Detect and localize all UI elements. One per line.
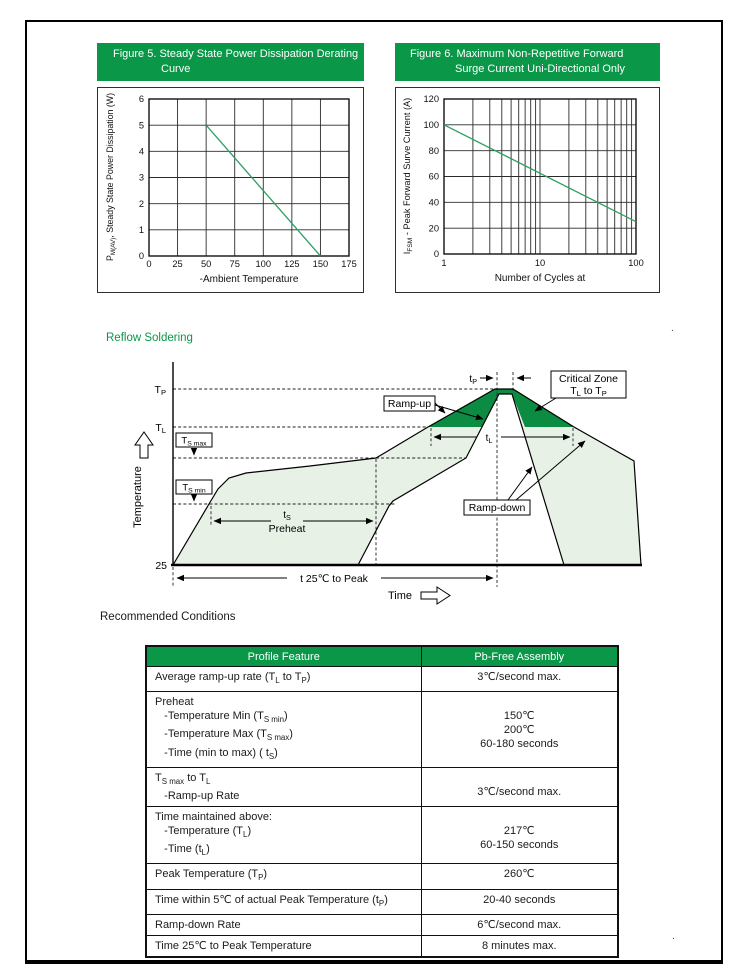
fig5-tick-labels [139,94,357,269]
feature-line: -Ramp-up Rate [155,789,240,802]
critical-zone-label-line1: Critical Zone [559,373,618,385]
fig6-y-tick: 80 [428,145,439,156]
fig5-x-tick: 100 [255,259,272,269]
figure5-title-line2: Curve [161,63,191,75]
table-row [146,667,618,692]
figure5-title-bar [97,43,364,81]
value-line: 260℃ [503,868,535,881]
table-row [146,692,618,768]
column-header-pbfree-assembly: Pb-Free Assembly [421,646,618,667]
feature-line: $T_{S max}$ to $T_L$ [155,771,211,786]
feature-line: -Temperature Max $(T_{S max})$ [155,728,293,743]
fig5-x-tick: 25 [172,259,183,269]
reflow-soldering-heading: Reflow Soldering [106,332,193,344]
profile-feature-cell [146,806,421,863]
scan-artifact-dot: . [672,931,675,942]
fig6-y-tick: 40 [428,197,439,208]
tp-time-label: $t_P$ [469,374,477,386]
profile-feature-cell [146,889,421,914]
value-line: 217℃ [503,824,535,837]
figure6-chart-box [395,87,660,293]
assembly-value-cell [421,889,618,914]
figure5-title-line1: Figure 5. Steady State Power Dissipation Derating [113,48,359,60]
table-row [146,889,618,914]
value-line: 150℃ [503,710,535,723]
fig6-x-tick: 10 [534,258,546,268]
value-line: 6℃/second max. [477,918,562,931]
fig5-y-tick: 0 [138,251,144,262]
preheat-label: Preheat [268,523,306,535]
profile-feature-cell [146,667,421,692]
ramp-up-label: Ramp-up [387,398,432,410]
feature-line: Average ramp-up rate ($T_L$ to $T_P$) [155,671,311,686]
assembly-value-cell [421,767,618,806]
profile-feature-cell [146,935,421,957]
feature-line: -Temperature $(T_L)$ [155,824,252,840]
table-row [146,914,618,935]
fig5-x-axis-title: -Ambient Temperature [199,274,299,285]
fig6-x-axis-title: Number of Cycles at [494,273,586,284]
fig6-y-axis-title: $I_{FSM}$ - Peak Forward Surve Current (A) [402,97,414,255]
tsmax-label: $T_{S max}$ [181,435,207,448]
origin-25-label: 25 [155,560,167,572]
ts-time-label: $t_S$ [283,510,291,522]
fig6-y-tick: 100 [423,120,439,131]
fig5-x-tick: 75 [229,259,240,269]
fig5-y-tick: 6 [138,94,144,105]
fig6-x-tick: 1 [441,258,447,268]
assembly-value-cell [421,914,618,935]
value-line [424,810,616,824]
figure5-chart [98,88,363,292]
feature-line: Time maintained above: [155,810,272,823]
feature-line: Ramp-down Rate [155,918,241,931]
fig5-gridlines [149,99,349,256]
feature-line: Time within 5℃ of actual Peak Temperature $(t_P)$ [155,893,388,908]
figure5-chart-box [97,87,364,293]
fig6-y-tick: 20 [428,223,439,234]
fig5-y-tick: 2 [138,198,144,209]
value-line: 3℃/second max. [477,671,562,683]
feature-line: Peak Temperature $(T_P)$ [155,868,268,883]
feature-line: -Time $(t_L)$ [155,843,210,858]
assembly-value-cell [421,864,618,889]
table-header-row [146,646,618,667]
value-line: 3℃/second max. [477,785,562,798]
ramp-down-label: Ramp-down [468,502,526,514]
fig5-y-tick: 1 [138,225,144,236]
value-line: 20-40 seconds [483,893,556,906]
fig5-y-tick: 5 [138,120,144,131]
figure6-title-bar [395,43,660,81]
fig6-y-tick: 0 [433,249,439,260]
fig5-x-tick: 50 [200,259,212,269]
time-axis-title: Time [387,590,413,602]
tsmin-label: $T_{S min}$ [182,482,206,495]
assembly-value-cell [421,806,618,863]
fig5-y-tick: 4 [138,146,144,157]
recommended-conditions-heading: Recommended Conditions [100,611,236,623]
value-line: 200℃ [503,724,535,737]
assembly-value-cell [421,667,618,692]
tl-time-label: $t_L$ [485,433,493,445]
time-right-arrow-icon [421,587,450,604]
profile-feature-cell [146,914,421,935]
table-row [146,864,618,889]
profile-feature-cell [146,692,421,768]
assembly-value-cell [421,935,618,957]
fig6-tick-labels [423,94,643,268]
table-row [146,806,618,863]
profile-feature-cell [146,767,421,806]
figure6-chart [396,88,659,292]
table-row [146,767,618,806]
fig5-x-tick: 125 [284,259,300,269]
value-line [424,771,616,785]
recommended-conditions-table [145,645,619,958]
profile-feature-cell [146,864,421,889]
fig6-y-tick: 120 [423,94,439,105]
fig5-y-tick: 3 [138,172,144,183]
temperature-up-arrow-icon [135,432,153,458]
critical-zone-label-line2: TL to TP [570,385,607,398]
fig5-y-axis-title: $P_{M(AV)}$, Steady State Power Dissipation (W) [105,92,117,262]
tl-axis-label: TL [155,422,166,435]
assembly-value-cell [421,692,618,768]
feature-line: -Time (min to max) ( $t_S$) [155,746,278,761]
reflow-profile-diagram [125,358,660,610]
column-header-profile-feature: Profile Feature [146,646,421,667]
value-line: 60-180 seconds [480,738,559,751]
feature-line: -Temperature Min $(T_{S min})$ [155,710,288,725]
profile-band-light [173,389,641,565]
fig5-x-tick: 150 [312,259,329,269]
figure6-title-line1: Figure 6. Maximum Non-Repetitive Forward [410,48,624,60]
fig6-gridlines [444,99,636,254]
figure6-title-line2: Surge Current Uni-Directional Only [455,63,625,75]
table-row [146,935,618,957]
feature-line: Preheat [155,696,194,709]
ramp-down-arrow-1 [508,467,532,500]
fig6-x-tick: 100 [628,258,644,268]
fig5-x-tick: 0 [146,259,152,269]
value-line [424,695,616,709]
scan-artifact-dot: . [671,323,674,334]
value-line: 60-150 seconds [480,838,559,851]
fig5-x-tick: 175 [341,259,357,269]
fig6-y-tick: 60 [428,171,439,182]
t25-to-peak-label: t 25℃ to Peak [300,573,368,585]
tp-axis-label: TP [154,384,166,397]
value-line: 8 minutes max. [481,939,557,952]
feature-line: Time 25℃ to Peak Temperature [155,939,312,952]
temperature-axis-title: Temperature [132,466,144,528]
